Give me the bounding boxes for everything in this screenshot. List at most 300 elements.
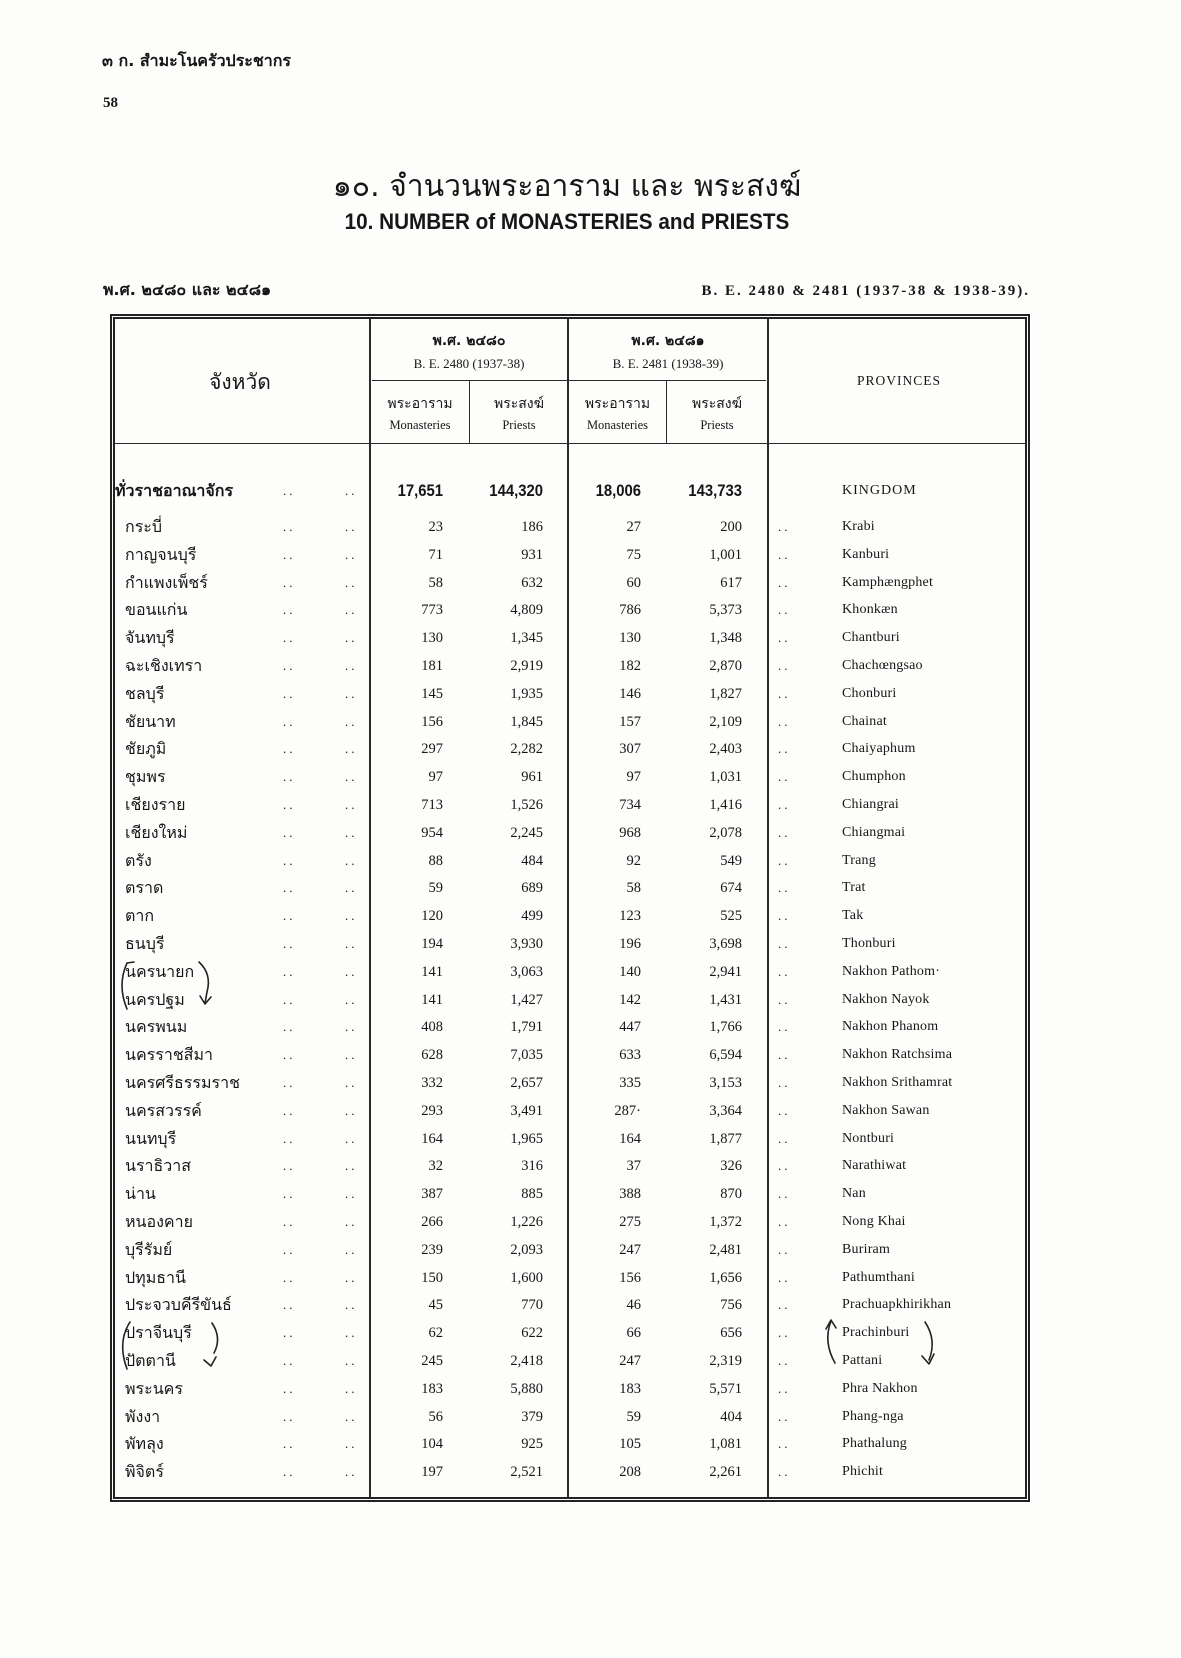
monasteries-2480: 713 xyxy=(421,797,443,813)
province-name-english: KINGDOM xyxy=(842,483,917,498)
priests-2481: 525 xyxy=(720,908,742,924)
table-row xyxy=(0,1211,1181,1233)
province-name-thai: นราธิวาส xyxy=(125,1156,192,1175)
column-group-2481-thai: พ.ศ. ๒๔๘๑ xyxy=(631,333,705,349)
province-name-thai: กระบี่ xyxy=(125,517,163,536)
monasteries-2480: 164 xyxy=(421,1131,443,1147)
province-name-english: Nakhon Srithamrat xyxy=(842,1075,953,1090)
table-row xyxy=(0,1128,1181,1150)
province-name-english: Chiangmai xyxy=(842,825,906,840)
leader-dots: .. xyxy=(778,1270,791,1285)
priests-2480: 622 xyxy=(521,1325,543,1341)
leader-dots: .. xyxy=(778,602,791,617)
province-name-thai: ปราจีนบุรี xyxy=(125,1323,192,1342)
priests-2480: 689 xyxy=(521,880,543,896)
leader-dots: .. xyxy=(283,1242,296,1257)
priests-2481: 1,431 xyxy=(709,992,742,1008)
leader-dots: .. xyxy=(778,1297,791,1312)
leader-dots: .. xyxy=(345,1464,358,1479)
province-name-english: Nakhon Ratchsima xyxy=(842,1047,953,1062)
monasteries-2480: 150 xyxy=(421,1270,443,1286)
priests-2481: 1,827 xyxy=(709,686,742,702)
priests-2481: 3,698 xyxy=(709,936,742,952)
priests-2481: 674 xyxy=(720,880,742,896)
province-name-english: Phichit xyxy=(842,1464,884,1479)
priests-2480: 632 xyxy=(521,575,543,591)
province-name-thai: หนองคาย xyxy=(125,1212,193,1231)
table-row xyxy=(0,989,1181,1011)
monasteries-2480: 245 xyxy=(421,1353,443,1369)
priests-2480: 316 xyxy=(521,1158,543,1174)
monasteries-2481: 968 xyxy=(619,825,641,841)
priests-2480: 1,600 xyxy=(510,1270,543,1286)
leader-dots: .. xyxy=(778,797,791,812)
column-header-monasteries: Monasteries xyxy=(586,418,649,432)
priests-2481: 1,877 xyxy=(709,1131,742,1147)
leader-dots: .. xyxy=(283,1297,296,1312)
monasteries-2481: 307 xyxy=(619,741,641,757)
priests-2480: 1,427 xyxy=(510,992,543,1008)
leader-dots: .. xyxy=(283,1131,296,1146)
province-name-english: Nan xyxy=(842,1186,866,1201)
column-header-priests: Priests xyxy=(502,418,536,432)
subheader-rule xyxy=(666,381,667,443)
monasteries-2481: 58 xyxy=(626,880,641,896)
leader-dots: .. xyxy=(778,714,791,729)
leader-dots: .. xyxy=(345,1047,358,1062)
table-row xyxy=(0,822,1181,844)
monasteries-2481: 275 xyxy=(619,1214,641,1230)
leader-dots: .. xyxy=(345,936,358,951)
province-name-english: Thonburi xyxy=(842,936,896,951)
priests-2481: 3,153 xyxy=(709,1075,742,1091)
monasteries-2481: 92 xyxy=(626,853,641,869)
leader-dots: .. xyxy=(778,908,791,923)
leader-dots: .. xyxy=(345,1325,358,1340)
leader-dots: .. xyxy=(345,1131,358,1146)
leader-dots: .. xyxy=(345,547,358,562)
priests-2480: 5,880 xyxy=(510,1381,543,1397)
monasteries-2480: 197 xyxy=(421,1464,443,1480)
leader-dots: .. xyxy=(283,658,296,673)
priests-2481: 2,481 xyxy=(709,1242,742,1258)
table-row xyxy=(0,655,1181,677)
monasteries-2480: 387 xyxy=(421,1186,443,1202)
table-row xyxy=(0,794,1181,816)
province-name-english: Nakhon Pathom· xyxy=(842,964,941,979)
province-name-english: Prachinburi xyxy=(842,1325,910,1340)
column-header-priests-thai: พระสงฆ์ xyxy=(691,396,743,412)
monasteries-2481: 247 xyxy=(619,1353,641,1369)
province-name-thai: ชัยนาท xyxy=(125,712,176,731)
monasteries-2480: 141 xyxy=(421,992,443,1008)
table-row xyxy=(0,1294,1181,1316)
monasteries-2480: 266 xyxy=(421,1214,443,1230)
province-name-english: Kamphængphet xyxy=(842,575,934,590)
leader-dots: .. xyxy=(345,1436,358,1451)
column-header-province-thai: จังหวัด xyxy=(209,370,271,394)
province-name-english: Buriram xyxy=(842,1242,891,1257)
priests-2480: 2,093 xyxy=(510,1242,543,1258)
leader-dots: .. xyxy=(778,936,791,951)
leader-dots: .. xyxy=(778,1131,791,1146)
column-header-priests: Priests xyxy=(700,418,734,432)
table-row xyxy=(0,1072,1181,1094)
province-name-english: Krabi xyxy=(842,519,875,534)
monasteries-2480: 332 xyxy=(421,1075,443,1091)
province-name-thai: ทั่วราชอาณาจักร xyxy=(115,481,234,500)
monasteries-2480: 59 xyxy=(428,880,443,896)
priests-2480: 2,418 xyxy=(510,1353,543,1369)
leader-dots: .. xyxy=(345,741,358,756)
leader-dots: .. xyxy=(345,964,358,979)
priests-2480: 7,035 xyxy=(510,1047,543,1063)
priests-2480: 484 xyxy=(521,853,543,869)
province-name-thai: ชัยภูมิ xyxy=(125,739,167,758)
monasteries-2481: 388 xyxy=(619,1186,641,1202)
province-name-english: Nakhon Phanom xyxy=(842,1019,939,1034)
leader-dots: .. xyxy=(283,1409,296,1424)
monasteries-2481: 157 xyxy=(619,714,641,730)
monasteries-2480: 62 xyxy=(428,1325,443,1341)
leader-dots: .. xyxy=(778,1242,791,1257)
priests-2480: 1,226 xyxy=(510,1214,543,1230)
province-name-thai: น่าน xyxy=(125,1184,156,1203)
column-header-provinces: PROVINCES xyxy=(856,373,941,388)
province-name-thai: จันทบุรี xyxy=(125,628,175,647)
monasteries-2481: 37 xyxy=(626,1158,641,1174)
leader-dots: .. xyxy=(283,1047,296,1062)
monasteries-2480: 58 xyxy=(428,575,443,591)
table-row xyxy=(0,599,1181,621)
priests-2480: 3,491 xyxy=(510,1103,543,1119)
province-name-thai: เชียงราย xyxy=(125,795,186,814)
priests-2480: 186 xyxy=(521,519,543,535)
leader-dots: .. xyxy=(283,1186,296,1201)
priests-2480: 3,930 xyxy=(510,936,543,952)
priests-2480: 1,935 xyxy=(510,686,543,702)
priests-2481: 1,416 xyxy=(709,797,742,813)
priests-2481: 2,941 xyxy=(709,964,742,980)
priests-2480: 4,809 xyxy=(510,602,543,618)
leader-dots: .. xyxy=(345,1186,358,1201)
priests-2481: 756 xyxy=(720,1297,742,1313)
table-row xyxy=(0,516,1181,538)
leader-dots: .. xyxy=(345,686,358,701)
province-name-thai: นครราชสีมา xyxy=(125,1045,213,1064)
leader-dots: .. xyxy=(283,908,296,923)
table-row xyxy=(0,1350,1181,1372)
province-name-english: Pattani xyxy=(842,1353,883,1368)
table-row xyxy=(0,1322,1181,1344)
province-name-english: Phra Nakhon xyxy=(842,1381,918,1396)
leader-dots: .. xyxy=(283,1103,296,1118)
priests-2481: 1,081 xyxy=(709,1436,742,1452)
monasteries-2481: 123 xyxy=(619,908,641,924)
province-name-english: Phang-nga xyxy=(842,1409,904,1424)
leader-dots: .. xyxy=(283,519,296,534)
monasteries-2481: 130 xyxy=(619,630,641,646)
leader-dots: .. xyxy=(345,483,358,498)
leader-dots: .. xyxy=(283,1464,296,1479)
leader-dots: .. xyxy=(345,1242,358,1257)
priests-2480: 931 xyxy=(521,547,543,563)
priests-2481: 2,870 xyxy=(709,658,742,674)
leader-dots: .. xyxy=(345,1214,358,1229)
table-row xyxy=(0,1378,1181,1400)
subheader-rule xyxy=(469,381,470,443)
leader-dots: .. xyxy=(345,797,358,812)
leader-dots: .. xyxy=(778,853,791,868)
table-row xyxy=(0,711,1181,733)
province-name-english: Khonkæn xyxy=(842,602,898,617)
leader-dots: .. xyxy=(778,1019,791,1034)
priests-2481: 2,078 xyxy=(709,825,742,841)
province-name-english: Tak xyxy=(842,908,864,923)
leader-dots: .. xyxy=(283,769,296,784)
monasteries-2480: 23 xyxy=(428,519,443,535)
monasteries-2480: 156 xyxy=(421,714,443,730)
monasteries-2480: 628 xyxy=(421,1047,443,1063)
monasteries-2480: 293 xyxy=(421,1103,443,1119)
leader-dots: .. xyxy=(778,1214,791,1229)
leader-dots: .. xyxy=(283,1353,296,1368)
province-name-thai: ปทุมธานี xyxy=(125,1268,186,1287)
monasteries-2480: 183 xyxy=(421,1381,443,1397)
leader-dots: .. xyxy=(345,1075,358,1090)
leader-dots: .. xyxy=(778,1047,791,1062)
leader-dots: .. xyxy=(778,575,791,590)
priests-2480: 961 xyxy=(521,769,543,785)
table-row xyxy=(0,1239,1181,1261)
leader-dots: .. xyxy=(778,1381,791,1396)
province-name-english: Nong Khai xyxy=(842,1214,906,1229)
leader-dots: .. xyxy=(345,880,358,895)
monasteries-2481: 183 xyxy=(619,1381,641,1397)
leader-dots: .. xyxy=(283,825,296,840)
monasteries-2480: 120 xyxy=(421,908,443,924)
priests-2480: 2,245 xyxy=(510,825,543,841)
priests-2481: 656 xyxy=(720,1325,742,1341)
province-name-thai: กำแพงเพ็ชร์ xyxy=(125,573,208,592)
table-row xyxy=(0,1183,1181,1205)
header-bottom-rule xyxy=(115,443,1025,444)
monasteries-2481: 66 xyxy=(626,1325,641,1341)
table-row xyxy=(0,738,1181,760)
priests-2481: 1,766 xyxy=(709,1019,742,1035)
province-name-thai: พิจิตร์ xyxy=(125,1462,164,1481)
priests-2481: 1,031 xyxy=(709,769,742,785)
period-thai: พ.ศ. ๒๔๘๐ และ ๒๔๘๑ xyxy=(103,280,272,299)
monasteries-2481: 335 xyxy=(619,1075,641,1091)
table-row xyxy=(0,1016,1181,1038)
priests-2480: 3,063 xyxy=(510,964,543,980)
monasteries-2481: 75 xyxy=(626,547,641,563)
monasteries-2480: 181 xyxy=(421,658,443,674)
monasteries-2480: 104 xyxy=(421,1436,443,1452)
priests-2480: 2,282 xyxy=(510,741,543,757)
monasteries-2480: 130 xyxy=(421,630,443,646)
page-number: 58 xyxy=(103,95,118,111)
priests-2481: 6,594 xyxy=(709,1047,742,1063)
monasteries-2481: 59 xyxy=(626,1409,641,1425)
table-row xyxy=(0,766,1181,788)
province-name-english: Chainat xyxy=(842,714,887,729)
leader-dots: .. xyxy=(345,519,358,534)
province-name-thai: ปัตตานี xyxy=(125,1351,176,1370)
table-row xyxy=(0,683,1181,705)
leader-dots: .. xyxy=(283,602,296,617)
table-row xyxy=(0,905,1181,927)
leader-dots: .. xyxy=(345,1270,358,1285)
leader-dots: .. xyxy=(345,1409,358,1424)
priests-2480: 770 xyxy=(521,1297,543,1313)
leader-dots: .. xyxy=(345,769,358,784)
monasteries-2481: 27 xyxy=(626,519,641,535)
leader-dots: .. xyxy=(283,797,296,812)
province-name-english: Chantburi xyxy=(842,630,900,645)
leader-dots: .. xyxy=(778,1075,791,1090)
table-title-thai: ๑๐. จำนวนพระอาราม และ พระสงฆ์ xyxy=(332,169,802,204)
total-row xyxy=(0,480,1181,502)
province-name-thai: พัทลุง xyxy=(125,1434,164,1453)
priests-2481: 5,571 xyxy=(709,1381,742,1397)
priests-2481: 143,733 xyxy=(688,482,742,500)
monasteries-2481: 734 xyxy=(619,797,641,813)
leader-dots: .. xyxy=(283,1436,296,1451)
monasteries-2480: 45 xyxy=(428,1297,443,1313)
province-name-thai: ขอนแก่น xyxy=(125,600,188,619)
province-name-thai: นครศรีธรรมราช xyxy=(125,1073,240,1092)
leader-dots: .. xyxy=(345,714,358,729)
table-row xyxy=(0,1155,1181,1177)
monasteries-2481: 46 xyxy=(626,1297,641,1313)
leader-dots: .. xyxy=(283,964,296,979)
priests-2480: 1,845 xyxy=(510,714,543,730)
leader-dots: .. xyxy=(283,992,296,1007)
table-row xyxy=(0,1100,1181,1122)
leader-dots: .. xyxy=(345,1353,358,1368)
monasteries-2480: 141 xyxy=(421,964,443,980)
monasteries-2480: 954 xyxy=(421,825,443,841)
leader-dots: .. xyxy=(283,880,296,895)
column-header-monasteries-thai: พระอาราม xyxy=(387,396,453,412)
leader-dots: .. xyxy=(345,1158,358,1173)
province-name-thai: นครสวรรค์ xyxy=(125,1101,202,1120)
priests-2480: 499 xyxy=(521,908,543,924)
table-row xyxy=(0,1461,1181,1483)
monasteries-2481: 182 xyxy=(619,658,641,674)
monasteries-2480: 17,651 xyxy=(397,482,443,500)
leader-dots: .. xyxy=(778,519,791,534)
monasteries-2481: 60 xyxy=(626,575,641,591)
priests-2481: 326 xyxy=(720,1158,742,1174)
leader-dots: .. xyxy=(778,1464,791,1479)
monasteries-2480: 32 xyxy=(428,1158,443,1174)
leader-dots: .. xyxy=(283,1325,296,1340)
priests-2481: 2,403 xyxy=(709,741,742,757)
leader-dots: .. xyxy=(778,686,791,701)
leader-dots: .. xyxy=(345,602,358,617)
priests-2481: 3,364 xyxy=(709,1103,742,1119)
monasteries-2480: 97 xyxy=(428,769,443,785)
leader-dots: .. xyxy=(778,1353,791,1368)
leader-dots: .. xyxy=(283,483,296,498)
monasteries-2481: 156 xyxy=(619,1270,641,1286)
monasteries-2480: 88 xyxy=(428,853,443,869)
leader-dots: .. xyxy=(778,769,791,784)
province-name-thai: นนทบุรี xyxy=(125,1129,177,1148)
leader-dots: .. xyxy=(283,714,296,729)
monasteries-2481: 633 xyxy=(619,1047,641,1063)
leader-dots: .. xyxy=(778,825,791,840)
monasteries-2480: 773 xyxy=(421,602,443,618)
province-name-thai: กาญจนบุรี xyxy=(125,545,197,564)
table-row xyxy=(0,1044,1181,1066)
priests-2481: 1,372 xyxy=(709,1214,742,1230)
leader-dots: .. xyxy=(283,686,296,701)
priests-2481: 617 xyxy=(720,575,742,591)
table-row xyxy=(0,961,1181,983)
monasteries-2481: 18,006 xyxy=(595,482,641,500)
province-name-thai: ตราด xyxy=(125,878,164,897)
priests-2481: 1,348 xyxy=(709,630,742,646)
province-name-thai: ประจวบคีรีขันธ์ xyxy=(125,1295,232,1314)
province-name-thai: พระนคร xyxy=(125,1379,183,1398)
priests-2481: 1,656 xyxy=(709,1270,742,1286)
leader-dots: .. xyxy=(283,741,296,756)
column-group-2480-english: B. E. 2480 (1937-38) xyxy=(413,356,525,371)
monasteries-2481: 140 xyxy=(619,964,641,980)
column-header-priests-thai: พระสงฆ์ xyxy=(493,396,545,412)
priests-2480: 885 xyxy=(521,1186,543,1202)
province-name-thai: ธนบุรี xyxy=(125,934,165,953)
monasteries-2480: 56 xyxy=(428,1409,443,1425)
leader-dots: .. xyxy=(345,1103,358,1118)
leader-dots: .. xyxy=(283,575,296,590)
province-name-english: Narathiwat xyxy=(842,1158,907,1173)
leader-dots: .. xyxy=(345,630,358,645)
priests-2481: 5,373 xyxy=(709,602,742,618)
monasteries-2481: 196 xyxy=(619,936,641,952)
leader-dots: .. xyxy=(778,658,791,673)
column-group-2480-thai: พ.ศ. ๒๔๘๐ xyxy=(432,333,506,349)
province-name-english: Trat xyxy=(842,880,866,895)
leader-dots: .. xyxy=(283,547,296,562)
province-name-english: Nakhon Sawan xyxy=(842,1103,930,1118)
province-name-english: Chachœngsao xyxy=(842,658,923,673)
priests-2480: 1,791 xyxy=(510,1019,543,1035)
priests-2480: 2,657 xyxy=(510,1075,543,1091)
leader-dots: .. xyxy=(345,658,358,673)
priests-2480: 1,965 xyxy=(510,1131,543,1147)
province-name-thai: ชลบุรี xyxy=(125,684,165,703)
table-row xyxy=(0,850,1181,872)
leader-dots: .. xyxy=(778,741,791,756)
leader-dots: .. xyxy=(283,1270,296,1285)
province-name-english: Pathumthani xyxy=(842,1270,915,1285)
province-name-thai: เชียงใหม่ xyxy=(125,823,188,842)
priests-2480: 379 xyxy=(521,1409,543,1425)
monasteries-2481: 105 xyxy=(619,1436,641,1452)
priests-2480: 925 xyxy=(521,1436,543,1452)
monasteries-2480: 297 xyxy=(421,741,443,757)
leader-dots: .. xyxy=(778,1186,791,1201)
leader-dots: .. xyxy=(778,992,791,1007)
priests-2480: 1,345 xyxy=(510,630,543,646)
priests-2481: 549 xyxy=(720,853,742,869)
table-row xyxy=(0,1433,1181,1455)
